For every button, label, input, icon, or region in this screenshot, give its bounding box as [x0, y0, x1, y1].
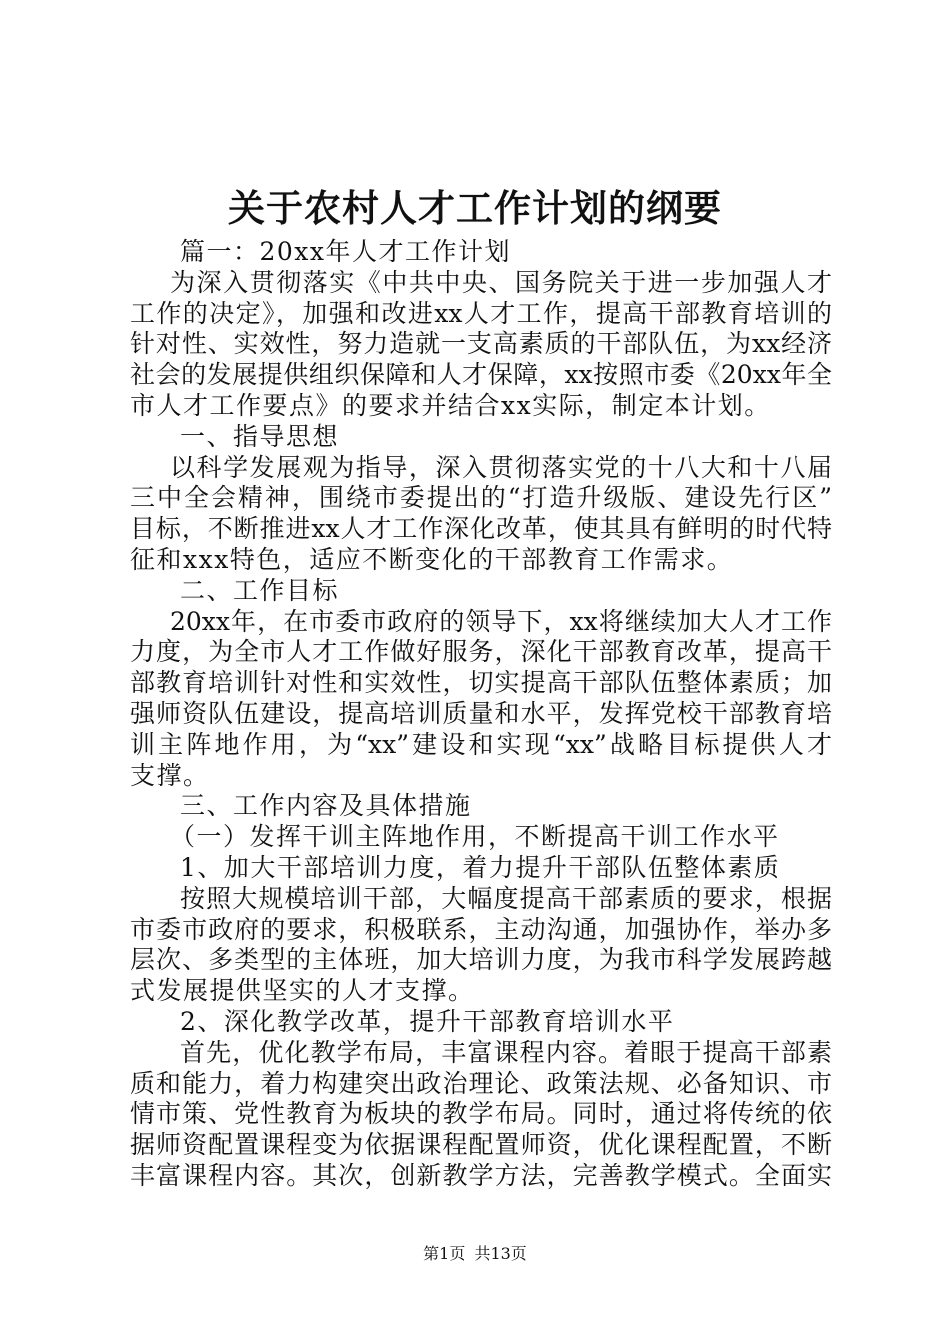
- paragraph-line: 部教育培训针对性和实效性，切实提高干部队伍整体素质；加: [130, 668, 832, 698]
- subsection-heading: 1、加大干部培训力度，着力提升干部队伍整体素质: [180, 852, 781, 882]
- section-heading: 二、工作目标: [180, 575, 340, 605]
- paragraph-line: 层次、多类型的主体班，加大培训力度，为我市科学发展跨越: [130, 945, 832, 975]
- subsection-heading: （一）发挥干训主阵地作用，不断提高干训工作水平: [170, 822, 780, 852]
- paragraph-line: 20xx年，在市委市政府的领导下，xx将继续加大人才工作: [170, 606, 832, 636]
- subsection-heading: 2、深化教学改革，提升干部教育培训水平: [180, 1006, 675, 1036]
- paragraph-line: 强师资队伍建设，提高培训质量和水平，发挥党校干部教育培: [130, 698, 832, 728]
- paragraph-line: 社会的发展提供组织保障和人才保障，xx按照市委《20xx年全: [130, 360, 832, 390]
- page-number-footer: 第1页 共13页: [423, 1244, 527, 1263]
- paragraph-line: 征和xxx特色，适应不断变化的干部教育工作需求。: [130, 544, 734, 574]
- section-heading: 一、指导思想: [180, 421, 340, 451]
- paragraph-line: 三中全会精神，围绕市委提出的“打造升级版、建设先行区”: [130, 483, 832, 513]
- paragraph-line: 首先，优化教学布局，丰富课程内容。着眼于提高干部素: [180, 1037, 832, 1067]
- paragraph-line: 情市策、党性教育为板块的教学布局。同时，通过将传统的依: [130, 1099, 832, 1129]
- paragraph-line: 为深入贯彻落实《中共中央、国务院关于进一步加强人才: [170, 267, 832, 297]
- paragraph-line: 质和能力，着力构建突出政治理论、政策法规、必备知识、市: [130, 1068, 832, 1098]
- paragraph-line: 目标，不断推进xx人才工作深化改革，使其具有鲜明的时代特: [130, 514, 832, 544]
- paragraph-line: 训主阵地作用，为“xx”建设和实现“xx”战略目标提供人才: [130, 729, 832, 759]
- document-body: [130, 237, 832, 1192]
- section-heading: 篇一：20xx年人才工作计划: [180, 237, 512, 266]
- section-heading: 三、工作内容及具体措施: [180, 791, 472, 821]
- paragraph-line: 式发展提供坚实的人才支撑。: [130, 976, 475, 1006]
- document-title: 关于农村人才工作计划的纲要: [228, 186, 722, 230]
- paragraph-line: 丰富课程内容。其次，创新教学方法，完善教学模式。全面实: [130, 1160, 832, 1190]
- paragraph-line: 支撑。: [130, 760, 210, 790]
- paragraph-line: 市人才工作要点》的要求并结合xx实际，制定本计划。: [130, 390, 771, 420]
- paragraph-line: 工作的决定》，加强和改进xx人才工作，提高干部教育培训的: [130, 298, 832, 328]
- paragraph-line: 市委市政府的要求，积极联系，主动沟通，加强协作，举办多: [130, 914, 832, 944]
- paragraph-line: 力度，为全市人才工作做好服务，深化干部教育改革，提高干: [130, 637, 832, 667]
- paragraph-line: 据师资配置课程变为依据课程配置师资，优化课程配置，不断: [130, 1130, 832, 1160]
- paragraph-line: 按照大规模培训干部，大幅度提高干部素质的要求，根据: [180, 883, 832, 913]
- paragraph-line: 以科学发展观为指导，深入贯彻落实党的十八大和十八届: [170, 452, 832, 482]
- paragraph-line: 针对性、实效性，努力造就一支高素质的干部队伍，为xx经济: [130, 329, 832, 359]
